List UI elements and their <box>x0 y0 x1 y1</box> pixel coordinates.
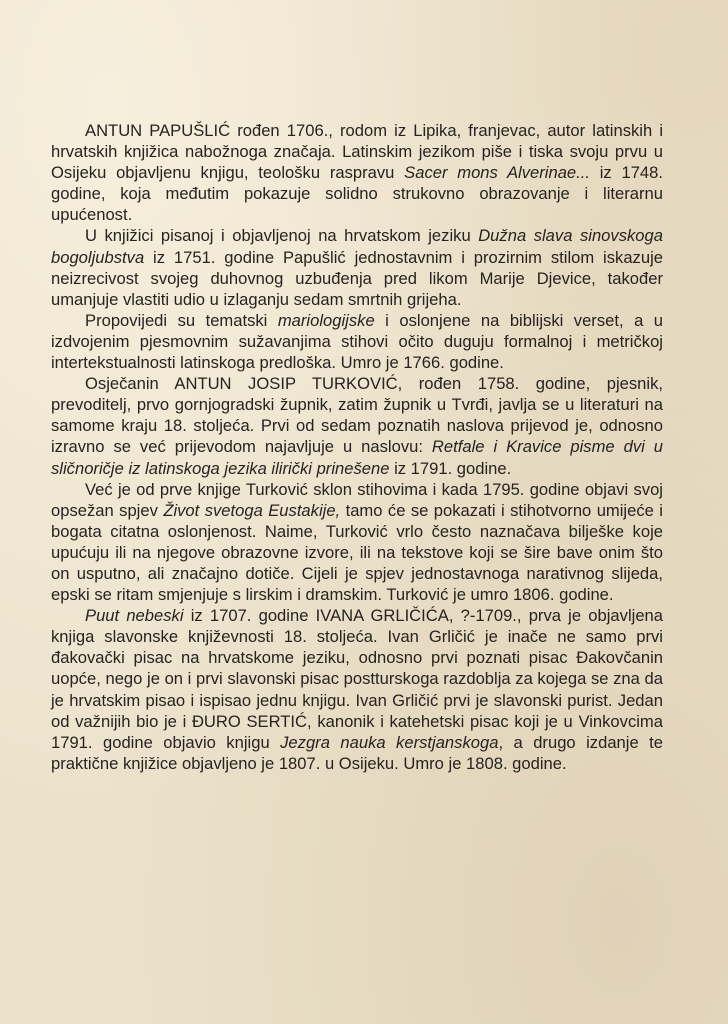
text-segment: i oslonjene na biblijski verset, a u izdvojenim pjesmovnim sužavanjima stihovi očito duguju formalnoj i metričkoj intertekstualnosti latinskoga predloška. Umro je 1766. godine. <box>51 310 664 373</box>
text-segment: ANTUN PAPUŠLIĆ rođen 1706., rodom iz Lipika, franjevac, autor latinskih i hrvatskih knjižica nabožnoga značaja. Latinskim jezikom piše i tiska svoju prvu u Osijeku objavljenu knjigu, teološku raspravu <box>51 121 663 183</box>
text-segment: iz 1707. godine IVANA GRLIČIĆA, ?-1709., prva je objavljena knjiga slavonske književnosti 18. stoljeća. Ivan Grličić je inače ne samo prvi đakovački pisac na hrvatskome jeziku, odnosno prvi poznati pisac Đakovčanin uopće, nego je on i prvi slavonski pisac postturskoga razdoblja za kojega se zna da je hrvatskim pisao i ispisao jednu knjigu. Ivan Grličić prvi je slavonski purist. Jedan od važnijih bio je i ĐURO SERTIĆ, kanonik i katehetski pisac koji je u Vinkovcima 1791. godine objavio knjigu <box>51 606 663 752</box>
text-segment: Već je od prve knjige Turković sklon stihovima i kada 1795. godine objavi svoj opsežan spjev <box>51 479 663 520</box>
italic-title: Jezgra nauka kerstjanskoga <box>280 732 499 752</box>
text-segment: iz 1791. godine. <box>389 458 512 478</box>
italic-title: Život svetoga Eustakije, <box>163 500 341 520</box>
italic-title: Puut nebeski <box>85 606 184 626</box>
paragraph-turkovic <box>51 373 663 478</box>
italic-title: Dužna slava sinovskoga bogoljubstva <box>51 226 663 267</box>
text-segment: tamo će se pokazati i stihotvorno umijeće i bogata citatna oslonjenost. Naime, Turković vrlo često naznačava bilješke koje upućuju ili na njegove obrazovne izvore, ili na tekstove koji se šire bave onim što on usputno, ali značajno dotiče. Cijeli je spjev jednostavnoga narativnog slijeda, epski se ritam smjenjuje s lirskim i dramskim. Turković je umro 1806. godine. <box>51 500 663 605</box>
paragraph-papuslic <box>51 120 663 225</box>
text-segment: Osječanin ANTUN JOSIP TURKOVIĆ, rođen 1758. godine, pjesnik, prevoditelj, prvo gornjogradski župnik, zatim župnik u Tvrđi, javlja se u literaturi na samome kraju 18. stoljeća. Prvi od sedam poznatih naslova prijevod je, odnosno izravno se već prijevodom najavljuje u naslovu: <box>51 374 663 457</box>
italic-title: Retfale i Kravice pisme dvi u sličnoričje iz latinskoga jezika ilirički prinešene <box>51 437 663 478</box>
text-segment: U knjižici pisanoj i objavljenoj na hrvatskom jeziku <box>85 226 479 246</box>
paragraph-spjev <box>51 479 663 606</box>
italic-term: mariologijske <box>277 310 375 330</box>
text-segment: Propovijedi su tematski <box>85 310 278 330</box>
text-segment: iz 1748. godine, koja međutim pokazuje solidno strukovno obrazovanje i literarnu upućenost. <box>51 163 663 225</box>
body-text <box>51 120 663 774</box>
paragraph-propovijedi <box>51 310 663 373</box>
text-segment: , a drugo izdanje te praktične knjižice objavljeno je 1807. u Osijeku. Umro je 1808. godine. <box>51 732 663 773</box>
italic-title: Sacer mons Alverinae... <box>404 163 590 183</box>
text-segment: iz 1751. godine Papušlić jednostavnim i prozirnim stilom iskazuje neizrecivost svojeg duhovnog uzbuđenja pred likom Marije Djevice, također umanjuje vlastiti udio u izlaganju sedam smrtnih grijeha. <box>51 247 663 309</box>
paragraph-duzna-slava <box>51 225 663 309</box>
paragraph-grlicic <box>51 605 663 774</box>
